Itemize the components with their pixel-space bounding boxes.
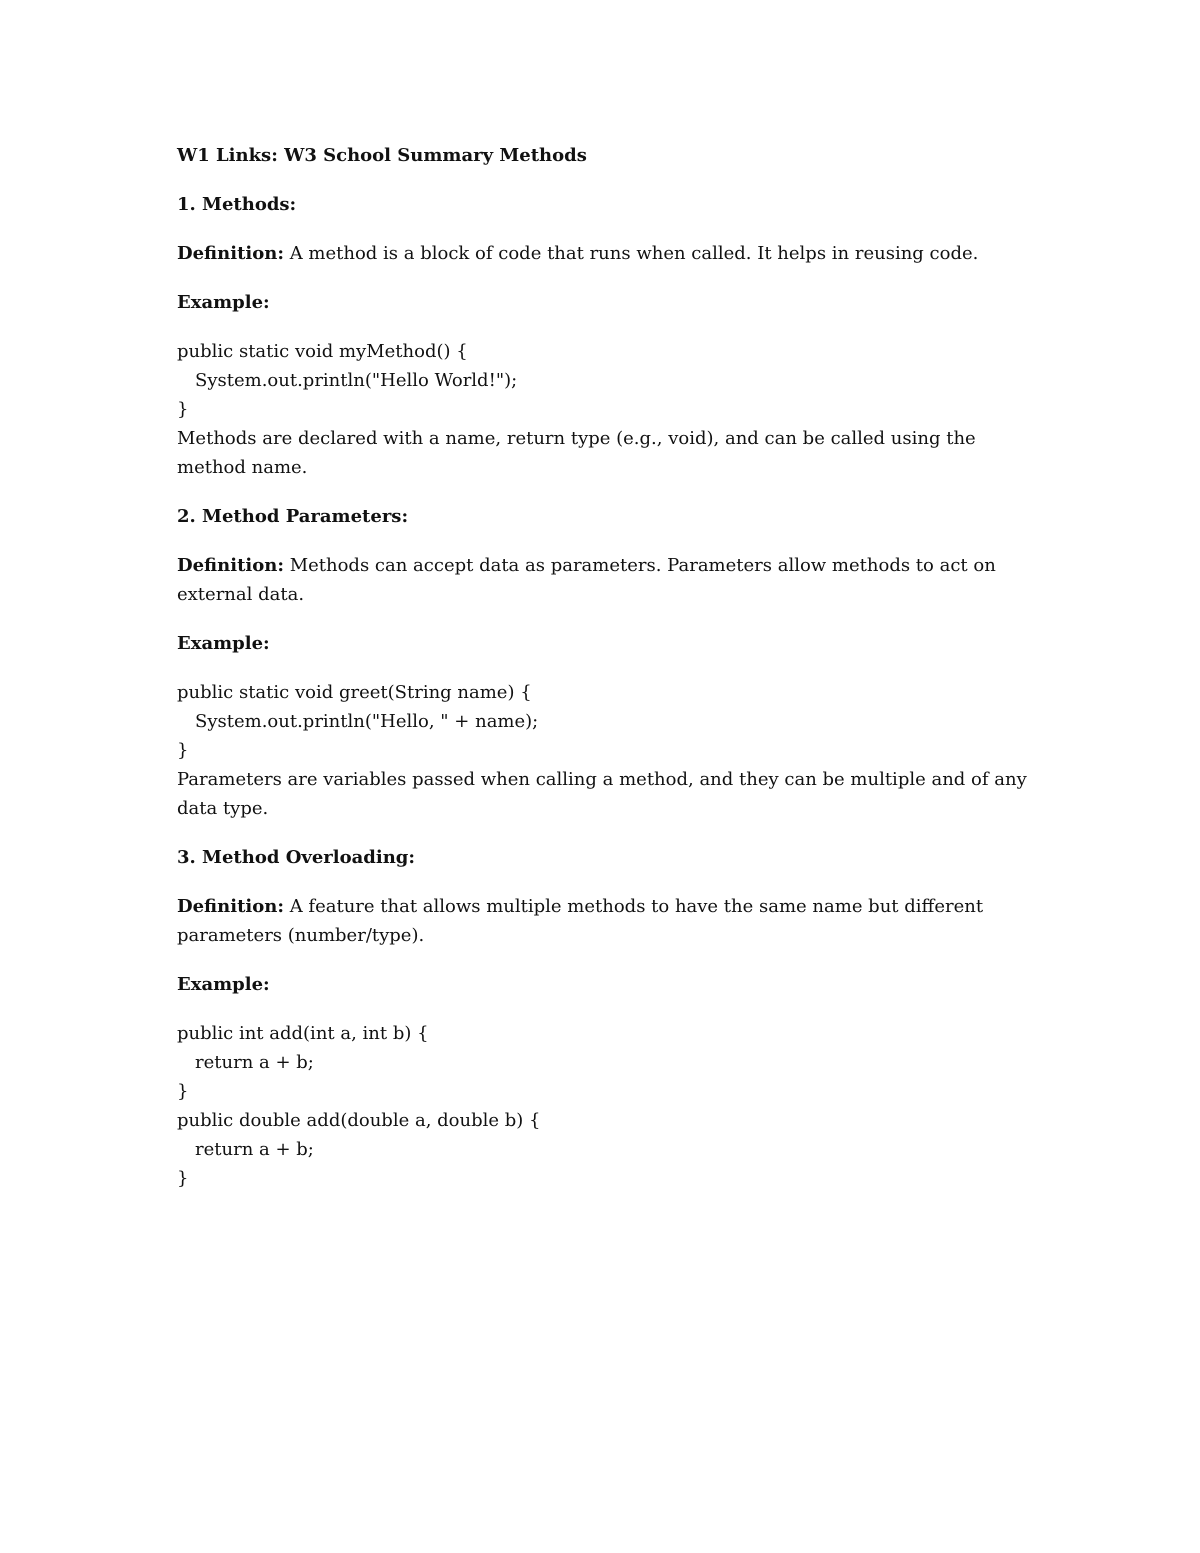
code-line: public double add(double a, double b) { (177, 1110, 541, 1131)
section-heading: 2. Method Parameters: (177, 506, 409, 527)
document-title: W1 Links: W3 School Summary Methods (177, 145, 587, 166)
document-body (177, 141, 1037, 1193)
code-line: System.out.println("Hello World!"); (195, 370, 518, 391)
definition-label: Definition: (177, 555, 284, 576)
definition-paragraph (177, 551, 1037, 609)
code-line: public int add(int a, int b) { (177, 1023, 429, 1044)
definition-paragraph (177, 892, 1037, 950)
code-line: return a + b; (195, 1052, 314, 1073)
section-heading: 1. Methods: (177, 194, 297, 215)
code-line: public static void myMethod() { (177, 341, 468, 362)
example-label: Example: (177, 292, 270, 313)
code-line: return a + b; (195, 1139, 314, 1160)
code-line: System.out.println("Hello, " + name); (195, 711, 539, 732)
section-heading: 3. Method Overloading: (177, 847, 416, 868)
definition-text: A method is a block of code that runs when called. It helps in reusing code. (283, 243, 979, 264)
code-line: public static void greet(String name) { (177, 682, 532, 703)
definition-paragraph (177, 239, 1037, 268)
code-line: } (177, 1168, 189, 1189)
code-line: } (177, 1081, 189, 1102)
code-line: } (177, 740, 189, 761)
definition-label: Definition: (177, 896, 284, 917)
note-paragraph: Parameters are variables passed when calling a method, and they can be multiple and of any data type. (177, 769, 1027, 819)
example-label: Example: (177, 633, 270, 654)
code-line: } (177, 399, 189, 420)
definition-label: Definition: (177, 243, 284, 264)
note-paragraph: Methods are declared with a name, return type (e.g., void), and can be called using the method name. (177, 428, 976, 478)
definition-text: Methods can accept data as parameters. Parameters allow methods to act on external data. (177, 555, 996, 605)
example-label: Example: (177, 974, 270, 995)
definition-text: A feature that allows multiple methods to have the same name but different parameters (number/type). (177, 896, 984, 946)
